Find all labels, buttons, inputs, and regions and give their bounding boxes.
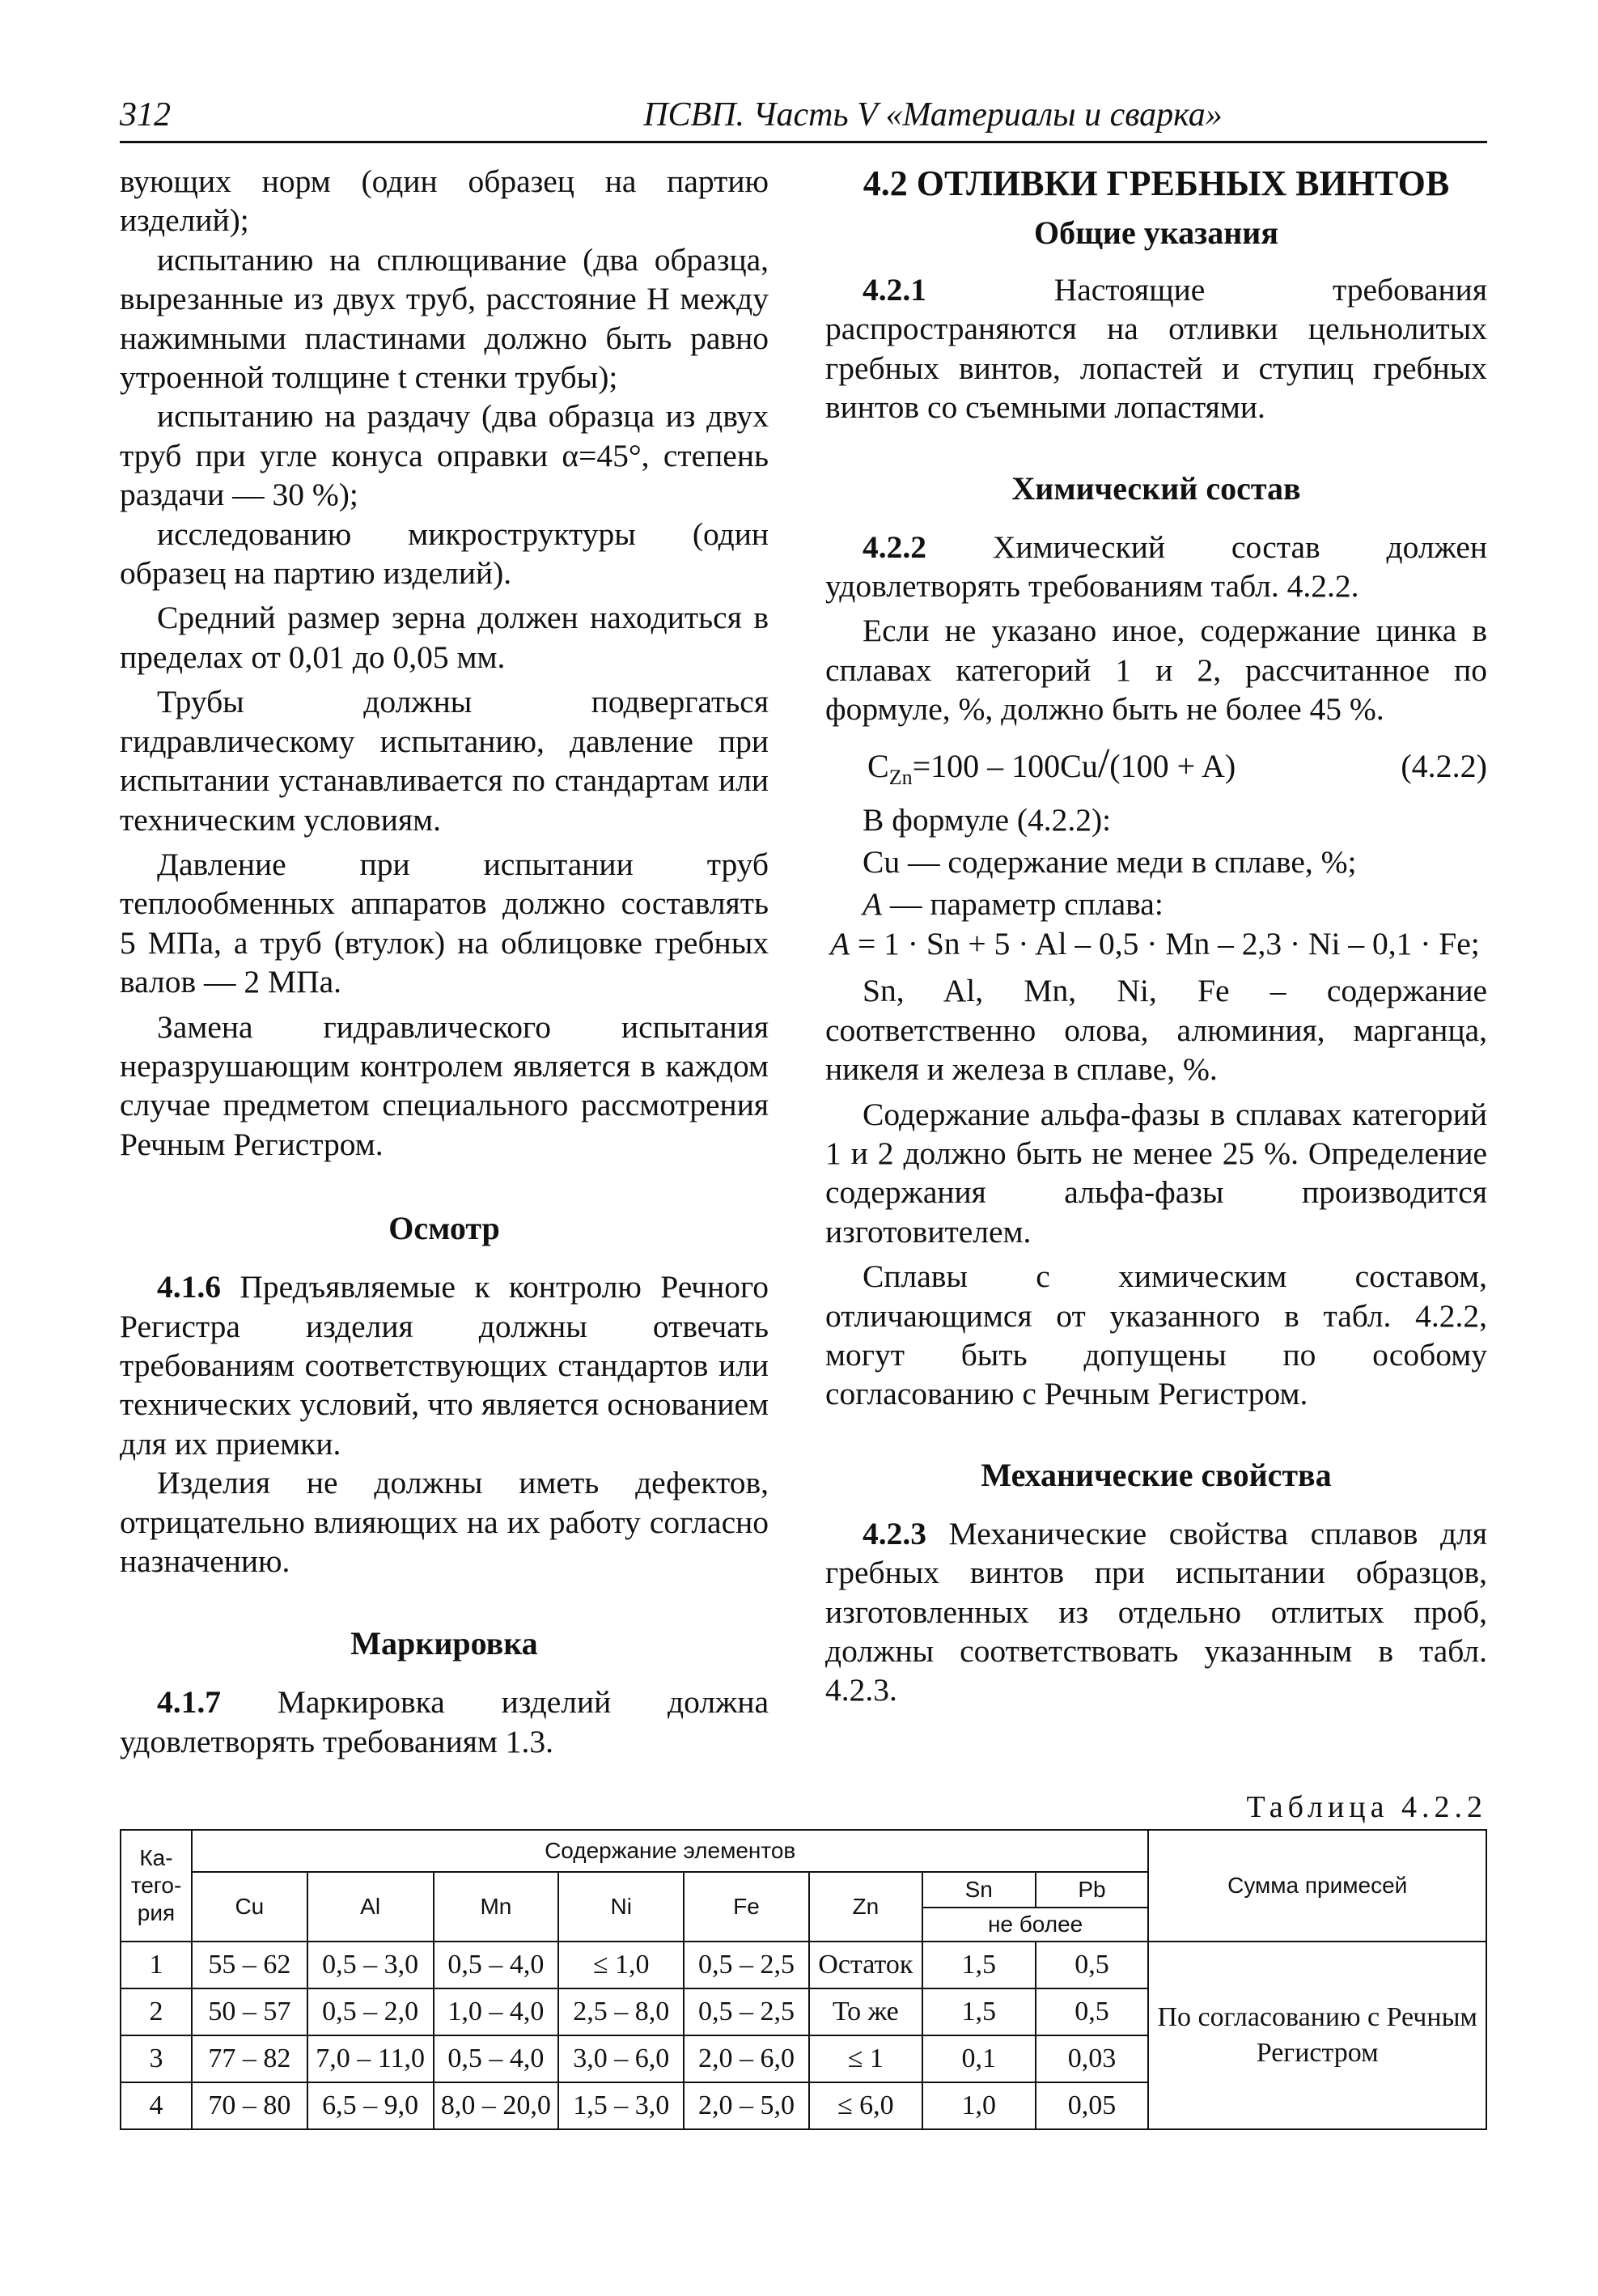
formula-parameter-text: = 1 · Sn + 5 · Al – 0,5 · Mn – 2,3 · Ni – 0,1 · Fe; [850,925,1480,961]
header-rule [120,141,1487,143]
header-ni: Ni [558,1872,684,1942]
cell-sn: 1,0 [922,2082,1036,2129]
clause-text: Предъявляемые к контролю Речного Регистра изделия должны отвечать требованиям соответствующих стандартов или технических условий, что является основанием для их приемки. [120,1269,769,1462]
cell-fe: 0,5 – 2,5 [684,1988,809,2035]
cell-sn: 0,1 [922,2035,1036,2082]
header-al: Al [307,1872,434,1942]
header-zn: Zn [809,1872,922,1942]
cell-zn: ≤ 6,0 [809,2082,922,2129]
paragraph: Изделия не должны иметь дефектов, отрицательно влияющих на их работу согласно назначению. [120,1465,769,1579]
header-cu: Cu [192,1872,307,1942]
header-sum: Сумма примесей [1148,1830,1486,1942]
clause-text: Механические свойства сплавов для гребных винтов при испытании образцов, изготовленных из отдельно отлитых проб, должны соответствовать указанным в табл. 4.2.3. [825,1515,1488,1708]
formula-symbol: A [863,886,883,923]
composition-table [120,1829,1487,2130]
cell-fe: 2,0 – 6,0 [684,2035,809,2082]
paragraph: Содержание альфа-фазы в сплавах категорий 1 и 2 должно быть не менее 25 %. Определение содержания альфа-фазы производится изготовителем. [825,1096,1487,1250]
paragraph-4-1-6 [120,1267,769,1463]
formula-4-2-2 [825,740,1487,796]
cell-ni: ≤ 1,0 [558,1942,684,1988]
fraction-slash: / [1097,740,1110,787]
formula-part: (100 + A) [1109,747,1236,784]
paragraph: Sn, Al, Mn, Ni, Fe – содержание соответственно олова, алюминия, марганца, никеля и железа в сплаве, %. [825,973,1487,1088]
paragraph: Замена гидравлического испытания неразрушающим контролем является в каждом случае предметом специального рассмотрения Речным Регистром. [120,1008,769,1162]
formula-note: Cu — содержание меди в сплаве, %; [863,844,1357,881]
running-header [120,95,1487,146]
cell-category: 1 [121,1942,192,1988]
paragraph: Средний размер зерна должен находиться в пределах от 0,01 до 0,05 мм. [120,600,769,675]
cell-sn: 1,5 [922,1942,1036,1988]
cell-cu: 50 – 57 [192,1988,307,2035]
cell-cu: 70 – 80 [192,2082,307,2129]
running-title: ПСВП. Часть V «Материалы и сварка» [643,96,1223,134]
cell-ni: 1,5 – 3,0 [558,2082,684,2129]
formula-symbol: A [830,925,850,961]
cell-mn: 0,5 – 4,0 [434,1942,559,1988]
clause-number: 4.2.2 [863,528,926,565]
cell-pb: 0,5 [1036,1988,1149,2035]
subheading-general: Общие указания [1034,214,1278,251]
subheading-chemical: Химический состав [1011,469,1301,507]
section-heading-marking: Маркировка [350,1625,538,1662]
section-heading-osmotr: Осмотр [388,1210,500,1247]
formula-part: =100 – 100Cu [912,747,1098,784]
cell-mn: 0,5 – 4,0 [434,2035,559,2082]
formula-note-text: — параметр сплава: [882,886,1164,923]
formula-number: (4.2.2) [1401,747,1487,784]
formula-expression [867,740,1236,800]
formula-subscript: Zn [888,765,913,789]
header-pb: Pb [1036,1872,1149,1908]
subheading-mechanical: Механические свойства [981,1456,1332,1493]
cell-category: 2 [121,1988,192,2035]
right-column [825,162,1487,1710]
cell-ni: 2,5 – 8,0 [558,1988,684,2035]
cell-sum: По согласованию с Речным Регистром [1148,1942,1486,2129]
clause-text: Настоящие требования распространяются на отливки цельнолитых гребных винтов, лопастей и ступиц гребных винтов со съемными лопастями. [825,272,1487,426]
clause-number: 4.1.7 [157,1684,221,1721]
paragraph: Давление при испытании труб теплообменных аппаратов должно составлять 5 МПа, а труб (втулок) на облицовке гребных валов — 2 МПа. [120,846,769,1000]
cell-fe: 0,5 – 2,5 [684,1942,809,1988]
paragraph-4-1-7 [120,1683,769,1761]
cell-mn: 1,0 – 4,0 [434,1988,559,2035]
cell-al: 0,5 – 3,0 [307,1942,434,1988]
table-caption: Таблица 4.2.2 [1246,1790,1487,1824]
cell-fe: 2,0 – 5,0 [684,2082,809,2129]
header-content: Содержание элементов [192,1830,1148,1872]
clause-text: Химический состав должен удовлетворять требованиям табл. 4.2.2. [825,528,1487,605]
cell-al: 6,5 – 9,0 [307,2082,434,2129]
table-row [121,1942,1486,1988]
cell-pb: 0,05 [1036,2082,1149,2129]
paragraph: исследованию микроструктуры (один образец на партию изделий). [120,516,769,592]
section-title: 4.2 ОТЛИВКИ ГРЕБНЫХ ВИНТОВ [863,163,1450,203]
header-sn: Sn [922,1872,1036,1908]
paragraph: Сплавы с химическим составом, отличающимся от указанного в табл. 4.2.2, могут быть допущены по особому согласованию с Речным Регистром. [825,1258,1487,1412]
cell-al: 0,5 – 2,0 [307,1988,434,2035]
paragraph: Трубы должны подвергаться гидравлическому испытанию, давление при испытании устанавливается по стандартам или техническим условиям. [120,684,769,838]
clause-number: 4.2.1 [863,272,926,308]
formula-note: В формуле (4.2.2): [863,801,1112,838]
cell-pb: 0,03 [1036,2035,1149,2082]
page-number: 312 [120,96,171,134]
cell-cu: 55 – 62 [192,1942,307,1988]
formula-symbol: C [867,747,889,784]
clause-number: 4.2.3 [863,1515,926,1551]
header-category: Ка-тего-рия [121,1830,192,1942]
cell-mn: 8,0 – 20,0 [434,2082,559,2129]
cell-zn: То же [809,1988,922,2035]
paragraph: испытанию на сплющивание (два образца, вырезанные из двух труб, расстояние H между нажимными пластинами должно быть равно утроенной толщине t стенки трубы); [120,241,769,396]
header-fe: Fe [684,1872,809,1942]
cell-zn: Остаток [809,1942,922,1988]
paragraph-4-2-1 [825,270,1487,427]
clause-text: Маркировка изделий должна удовлетворять требованиям 1.3. [120,1684,769,1759]
cell-ni: 3,0 – 6,0 [558,2035,684,2082]
clause-number: 4.1.6 [157,1269,221,1305]
header-not-more: не более [922,1908,1149,1942]
cell-al: 7,0 – 11,0 [307,2035,434,2082]
paragraph-4-2-3 [825,1514,1487,1710]
left-column [120,162,769,1761]
cell-category: 4 [121,2082,192,2129]
cell-cu: 77 – 82 [192,2035,307,2082]
formula-parameter [825,924,1487,963]
paragraph: испытанию на раздачу (два образца из двух труб при угле конуса оправки α=45°, степень раздачи — 30 %); [120,398,769,513]
formula-note [825,885,1487,923]
paragraph-4-2-2 [825,528,1487,606]
cell-zn: ≤ 1 [809,2035,922,2082]
cell-pb: 0,5 [1036,1942,1149,1988]
paragraph: вующих норм (один образец на партию изделий); [120,163,769,239]
cell-sn: 1,5 [922,1988,1036,2035]
header-mn: Mn [434,1872,559,1942]
cell-category: 3 [121,2035,192,2082]
paragraph: Если не указано иное, содержание цинка в сплавах категорий 1 и 2, рассчитанное по формуле, %, должно быть не более 45 %. [825,613,1487,728]
